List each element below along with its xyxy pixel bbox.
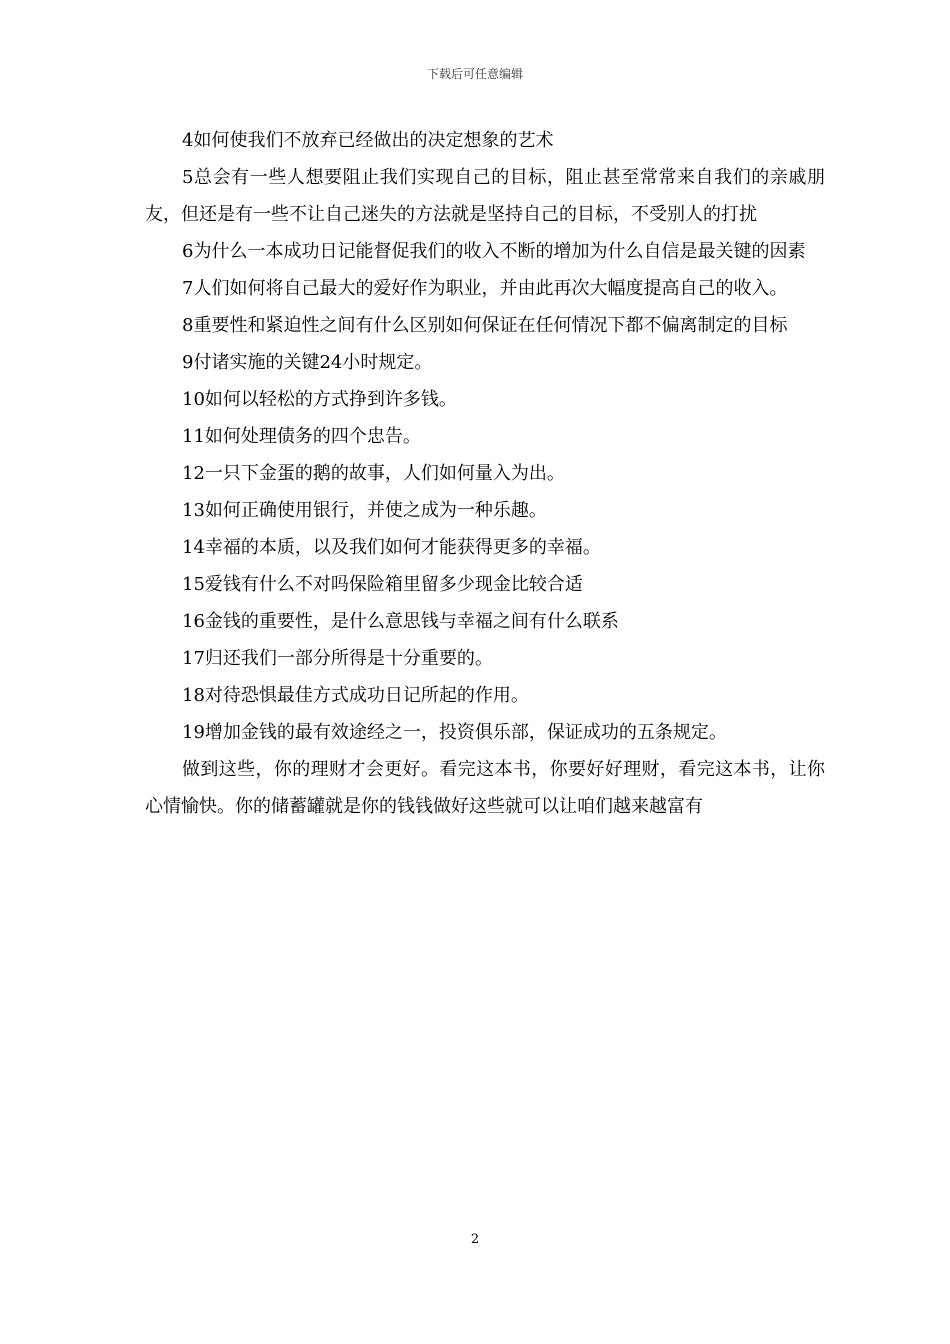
- paragraph-item-11: 11如何处理债务的四个忠告。: [182, 426, 421, 447]
- paragraph-item-10: 10如何以轻松的方式挣到许多钱。: [182, 389, 457, 410]
- paragraph-item-4: 4如何使我们不放弃已经做出的决定想象的艺术: [182, 130, 554, 151]
- paragraph-item-12: 12一只下金蛋的鹅的故事，人们如何量入为出。: [182, 463, 565, 484]
- page-number: 2: [470, 1232, 480, 1247]
- paragraph-conclusion: 做到这些，你的理财才会更好。看完这本书，你要好好理财，看完这本书，让你心情愉快。你的储蓄罐就是你的钱钱做好这些就可以让咱们越来越富有: [145, 759, 825, 817]
- paragraph-item-16: 16金钱的重要性，是什么意思钱与幸福之间有什么联系: [182, 611, 619, 632]
- paragraph-item-17: 17归还我们一部分所得是十分重要的。: [182, 648, 493, 669]
- page-header: 下载后可任意编辑: [426, 67, 523, 81]
- paragraph-item-5: 5总会有一些人想要阻止我们实现自己的目标，阻止甚至常常来自我们的亲戚朋友，但还是有一些不让自己迷失的方法就是坚持自己的目标，不受别人的打扰: [145, 167, 825, 225]
- document-body: [145, 122, 825, 825]
- paragraph-item-19: 19增加金钱的最有效途经之一，投资俱乐部，保证成功的五条规定。: [182, 722, 727, 743]
- paragraph-item-18: 18对待恐惧最佳方式成功日记所起的作用。: [182, 685, 529, 706]
- paragraph-item-7: 7人们如何将自己最大的爱好作为职业，并由此再次大幅度提高自己的收入。: [182, 278, 788, 299]
- paragraph-item-14: 14幸福的本质，以及我们如何才能获得更多的幸福。: [182, 537, 601, 558]
- paragraph-item-8: 8重要性和紧迫性之间有什么区别如何保证在任何情况下都不偏离制定的目标: [182, 315, 788, 336]
- paragraph-item-9: 9付诸实施的关键24小时规定。: [182, 352, 433, 373]
- paragraph-item-13: 13如何正确使用银行，并使之成为一种乐趣。: [182, 500, 547, 521]
- paragraph-item-6: 6为什么一本成功日记能督促我们的收入不断的增加为什么自信是最关键的因素: [182, 241, 806, 262]
- paragraph-item-15: 15爱钱有什么不对吗保险箱里留多少现金比较合适: [182, 574, 583, 595]
